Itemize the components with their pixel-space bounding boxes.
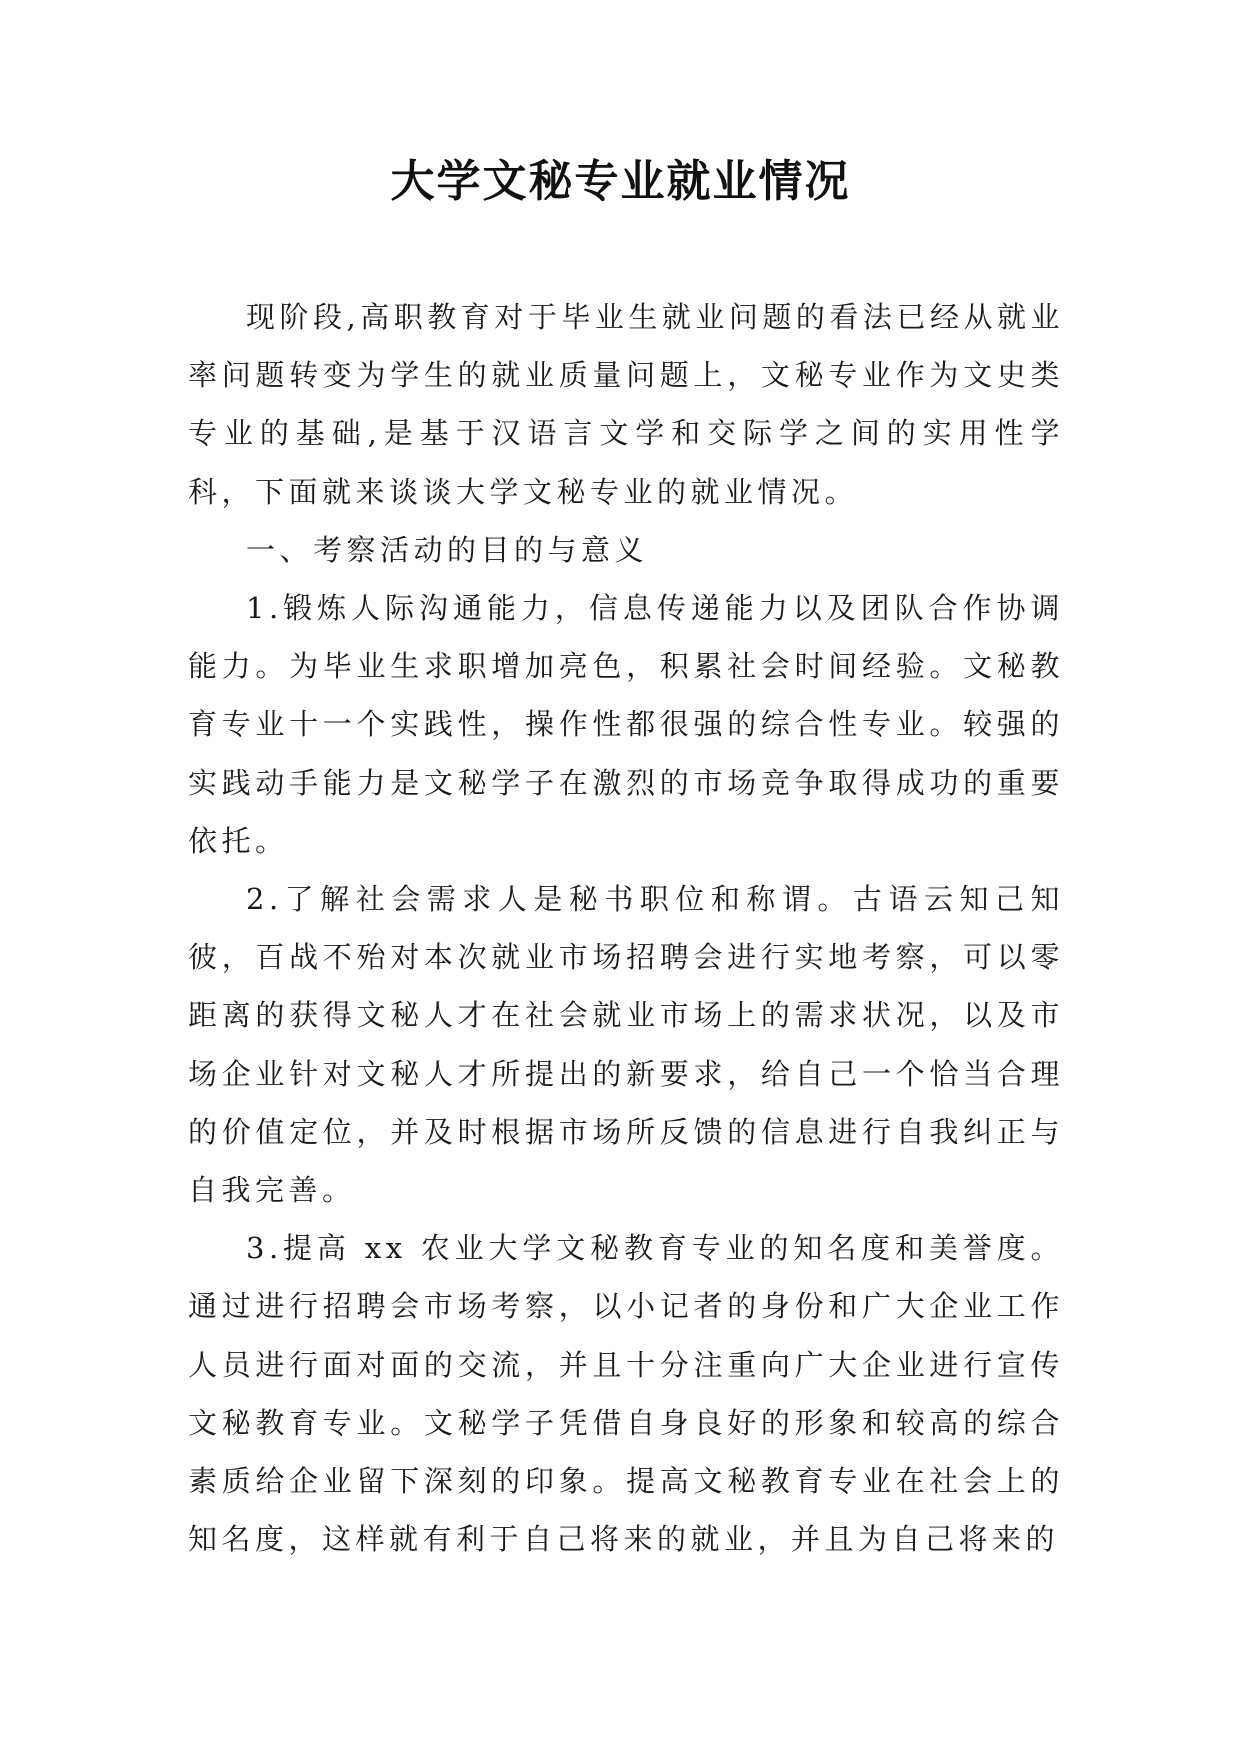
section-heading: 一、考察活动的目的与意义	[246, 532, 649, 567]
document-title: 大学文秘专业就业情况	[390, 156, 851, 207]
paragraph-point-3: 3.提高 xx 农业大学文秘教育专业的知名度和美誉度。通过进行招聘会市场考察，以小记者的身份和广大企业工作人员进行面对面的交流，并且十分注重向广大企业进行宣传文秘教育专业。文秘学子凭借自身良好的形象和较高的综合素质给企业留下深刻的印象。提高文秘教育专业在社会上的知名度，这样就有利于自己将来的就业，并且为自己将来的	[188, 1231, 1064, 1557]
paragraph-intro: 现阶段,高职教育对于毕业生就业问题的看法已经从就业率问题转变为学生的就业质量问题上，文秘专业作为文史类专业的基础,是基于汉语言文学和交际学之间的实用性学科，下面就来谈谈大学文秘专业的就业情况。	[188, 300, 1064, 509]
paragraph-point-1: 1.锻炼人际沟通能力，信息传递能力以及团队合作协调能力。为毕业生求职增加亮色，积累社会时间经验。文秘教育专业十一个实践性，操作性都很强的综合性专业。较强的实践动手能力是文秘学子在激烈的市场竞争取得成功的重要依托。	[188, 591, 1064, 858]
document-body	[188, 288, 1064, 1568]
paragraph-point-2: 2.了解社会需求人是秘书职位和称谓。古语云知己知彼，百战不殆对本次就业市场招聘会进行实地考察，可以零距离的获得文秘人才在社会就业市场上的需求状况，以及市场企业针对文秘人才所提出的新要求，给自己一个恰当合理的价值定位，并及时根据市场所反馈的信息进行自我纠正与自我完善。	[188, 882, 1064, 1208]
